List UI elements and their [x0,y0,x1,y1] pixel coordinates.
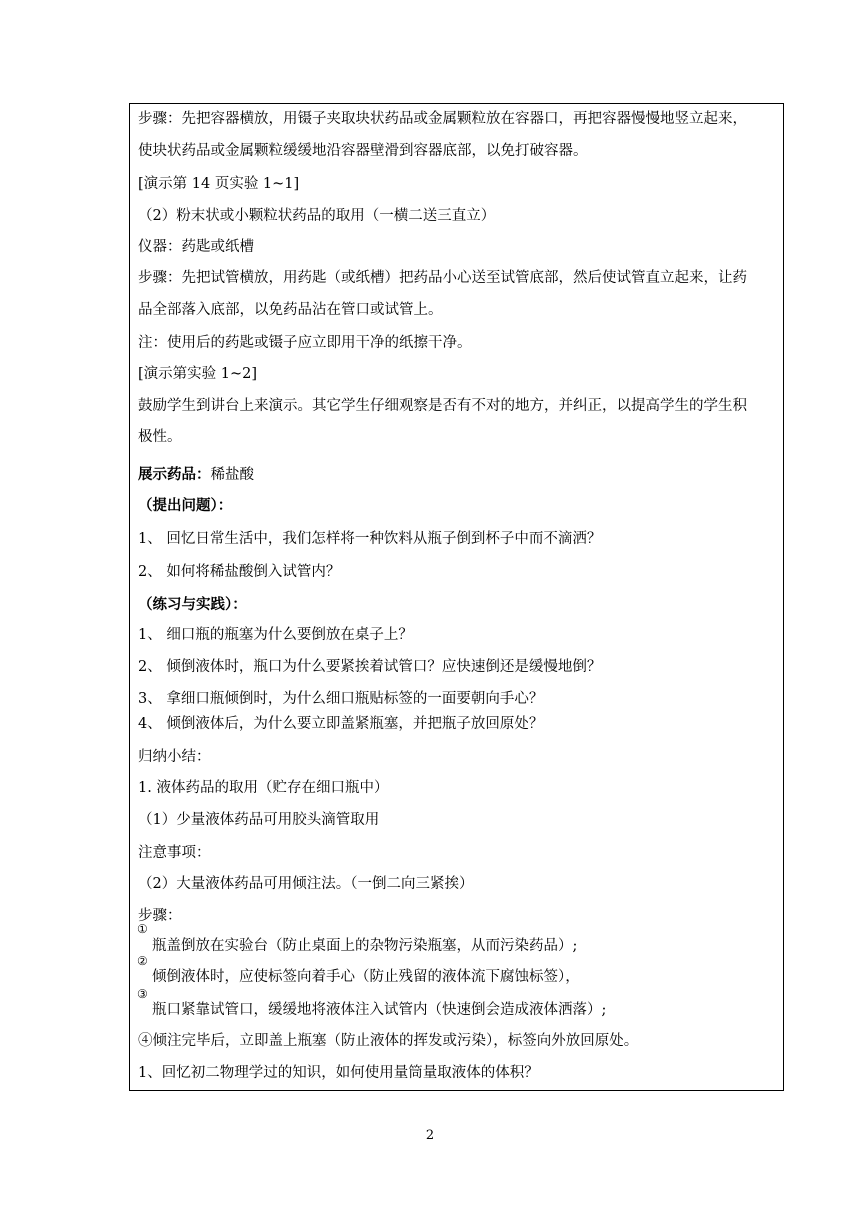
text-line: 注：使用后的药匙或镊子应立即用干净的纸擦干净。 [138,335,472,351]
practice-item: 3、 拿细口瓶倾倒时，为什么细口瓶贴标签的一面要朝向手心？ [138,691,544,707]
circled-number: ③ [137,987,148,1001]
final-question: 1、回忆初二物理学过的知识，如何使用量筒量取液体的体积？ [138,1065,539,1081]
practice-item: 2、 倾倒液体时，瓶口为什么要紧挨着试管口？应快速倒还是缓慢地倒？ [138,659,602,675]
pour-step: 瓶口紧靠试管口，缓缓地将液体注入试管内（快速倒会造成液体洒落）; [152,1002,607,1018]
circled-number: ② [137,954,148,968]
text-line: 仪器：药匙或纸槽 [138,239,254,255]
show-reagent-line [138,465,254,485]
summary-item: 注意事项： [138,845,211,861]
text-line: 使块状药品或金属颗粒缓缓地沿容器壁滑到容器底部，以免打破容器。 [138,143,588,159]
question-item: 1、 回忆日常生活中，我们怎样将一种饮料从瓶子倒到杯子中而不滴洒？ [138,531,602,547]
text-line: [演示第实验 1~2] [138,366,258,382]
show-reagent-label: 展示药品： [138,466,211,483]
show-reagent-value: 稀盐酸 [210,467,254,483]
text-line: 极性。 [138,429,182,445]
page-number: 2 [425,1128,435,1143]
summary-item: （2）大量液体药品可用倾注法。（一倒二向三紧挨） [138,876,474,892]
question-item: 2、 如何将稀盐酸倒入试管内？ [138,564,341,580]
text-line: [演示第 14 页实验 1~1] [138,176,300,192]
practice-item: 4、 倾倒液体后，为什么要立即盖紧瓶塞，并把瓶子放回原处？ [138,716,544,732]
text-line: 步骤：先把容器横放，用镊子夹取块状药品或金属颗粒放在容器口，再把容器慢慢地竖立起来， [138,111,747,127]
pour-step: ④倾注完毕后，立即盖上瓶塞（防止液体的挥发或污染），标签向外放回原处。 [138,1033,639,1049]
text-line: 品全部落入底部，以免药品沾在管口或试管上。 [138,302,443,318]
text-line: （2）粉末状或小颗粒状药品的取用（一横二送三直立） [138,208,496,224]
summary-item: 步骤： [138,908,182,924]
summary-heading: 归纳小结： [138,749,211,765]
summary-item: （1）少量液体药品可用胶头滴管取用 [138,812,380,828]
question-heading: （提出问题）： [138,497,233,514]
pour-step: 瓶盖倒放在实验台（防止桌面上的杂物污染瓶塞，从而污染药品）; [152,938,578,954]
circled-number: ① [137,922,148,936]
summary-item: 1. 液体药品的取用（贮存在细口瓶中） [138,780,389,796]
practice-heading: （练习与实践）： [138,596,247,613]
practice-item: 1、 细口瓶的瓶塞为什么要倒放在桌子上？ [138,627,413,643]
text-line: 鼓励学生到讲台上来演示。其它学生仔细观察是否有不对的地方，并纠正，以提高学生的学生积 [138,398,747,414]
pour-step: 倾倒液体时，应使标签向着手心（防止残留的液体流下腐蚀标签）， [152,969,580,985]
text-line: 步骤：先把试管横放，用药匙（或纸槽）把药品小心送至试管底部，然后使试管直立起来，让药 [138,270,747,286]
